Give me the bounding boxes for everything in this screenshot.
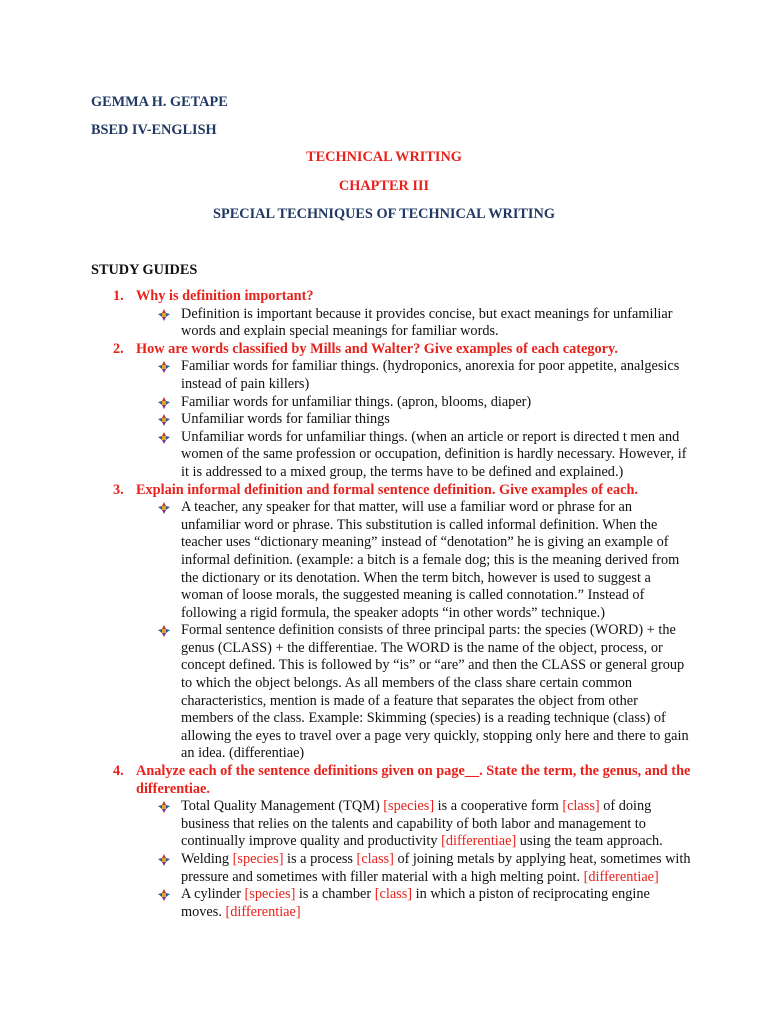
answer-bullet (91, 622, 691, 763)
definition-part-tag: [species] (244, 886, 296, 903)
subject-title: TECHNICAL WRITING (306, 149, 462, 165)
definition-part-tag: [differentiae] (583, 868, 659, 885)
definition-part-tag: [class] (356, 851, 394, 867)
answer-bullet (91, 886, 691, 921)
arrow-bullet-icon (158, 361, 170, 373)
answer-text: is a cooperative form (434, 798, 563, 815)
definition-part-tag: [class] (562, 798, 600, 815)
question-list (91, 288, 691, 921)
question-number: 1. (113, 288, 124, 304)
question-text: Analyze each of the sentence definitions given on page__. State the term, the genus, and the differentiae. (136, 763, 691, 797)
answer-bullet (91, 306, 691, 341)
definition-part-tag: [species] (383, 798, 435, 815)
question-text: Why is definition important? (136, 288, 314, 304)
question-number: 4. (113, 763, 124, 780)
answer-text: Unfamiliar words for familiar things (181, 411, 390, 428)
answer-text: of doing business that relies on the talents and capability of both labor and management to continually improve quality and productivity (181, 798, 652, 850)
definition-part-tag: [class] (374, 886, 413, 903)
answer-bullet (91, 499, 691, 622)
answer-text: Familiar words for unfamiliar things. (apron, blooms, diaper) (181, 393, 532, 410)
author-name: GEMMA H. GETAPE (91, 94, 228, 110)
arrow-bullet-icon (158, 625, 170, 637)
topic-title: SPECIAL TECHNIQUES OF TECHNICAL WRITING (213, 206, 555, 222)
answer-text: Unfamiliar words for unfamiliar things. (when an article or report is directed t men and women of the same profession or occupation, definition is hardly necessary. However, if it is addressed to a mixed group, the terms have to be defined and explained.) (181, 428, 687, 480)
answer-text: Total Quality Management (TQM) (181, 798, 384, 815)
question-item (91, 341, 691, 359)
answer-text: Definition is important because it provides concise, but exact meanings for unfamiliar words and explain special meanings for familiar words. (181, 305, 673, 340)
answer-text: is a chamber (295, 886, 375, 903)
arrow-bullet-icon (158, 397, 170, 409)
arrow-bullet-icon (158, 854, 170, 866)
arrow-bullet-icon (158, 502, 170, 514)
answer-text: using the team approach. (516, 833, 663, 850)
question-item (91, 763, 691, 798)
answer-bullet (91, 411, 691, 429)
arrow-bullet-icon (158, 801, 170, 813)
question-number: 3. (113, 481, 124, 498)
answer-text: in which a piston of reciprocating engine moves. (181, 886, 650, 920)
question-item (91, 482, 691, 500)
arrow-bullet-icon (158, 889, 170, 901)
answer-bullet (91, 798, 691, 851)
answer-bullet (91, 358, 691, 393)
answer-text: is a process (283, 851, 357, 867)
answer-text: A cylinder (181, 886, 245, 903)
definition-part-tag: [species] (232, 851, 284, 867)
question-number: 2. (113, 340, 124, 357)
question-text: Explain informal definition and formal sentence definition. Give examples of each. (136, 481, 638, 498)
arrow-bullet-icon (158, 432, 170, 444)
answer-bullet (91, 429, 691, 482)
question-item (91, 288, 691, 306)
answer-text: of joining metals by applying heat, sometimes with pressure and sometimes with filler material with a high melting point. (181, 851, 691, 885)
definition-part-tag: [differentiae] (441, 833, 517, 850)
answer-bullet (91, 394, 691, 412)
answer-text: Welding (181, 851, 233, 867)
answer-text: Familiar words for familiar things. (hydroponics, anorexia for poor appetite, analgesics instead of pain killers) (181, 358, 680, 392)
definition-part-tag: [differentiae] (225, 903, 301, 920)
answer-text: Formal sentence definition consists of three principal parts: the species (WORD) + the genus (CLASS) + the differentiae. The WORD is the name of the object, process, or concept defined. This is followed by “is” or “are” and then the CLASS or general group to which the object belongs. As all members of the class share certain common characteristics, mention is made of a feature that separates the object from other members of the class. Example: Skimming (species) is a reading technique (class) of allowing the eyes to travel over a page very quickly, stopping only here and there to gain an idea. (differentiae) (181, 622, 689, 762)
question-text: How are words classified by Mills and Walter? Give examples of each category. (136, 340, 618, 357)
arrow-bullet-icon (158, 414, 170, 426)
course-label: BSED IV-ENGLISH (91, 122, 217, 138)
arrow-bullet-icon (158, 309, 170, 321)
chapter-title: CHAPTER III (338, 178, 430, 194)
answer-text: A teacher, any speaker for that matter, will use a familiar word or phrase for an unfamiliar word or phrase. This substitution is called informal definition. When the teacher uses “dictionary meaning” instead of “denotation” he is giving an example of informal definition. (example: a bitch is a female dog; this is the meaning derived from the dictionary or its denotation. When the term bitch, however is used to suggest a woman of loose morals, the suggested meaning is called connotation.” Instead of following a rigid formula, the speaker adopts “in other words” technique.) (181, 499, 680, 621)
study-guides-heading: STUDY GUIDES (91, 262, 198, 278)
answer-bullet (91, 851, 691, 886)
